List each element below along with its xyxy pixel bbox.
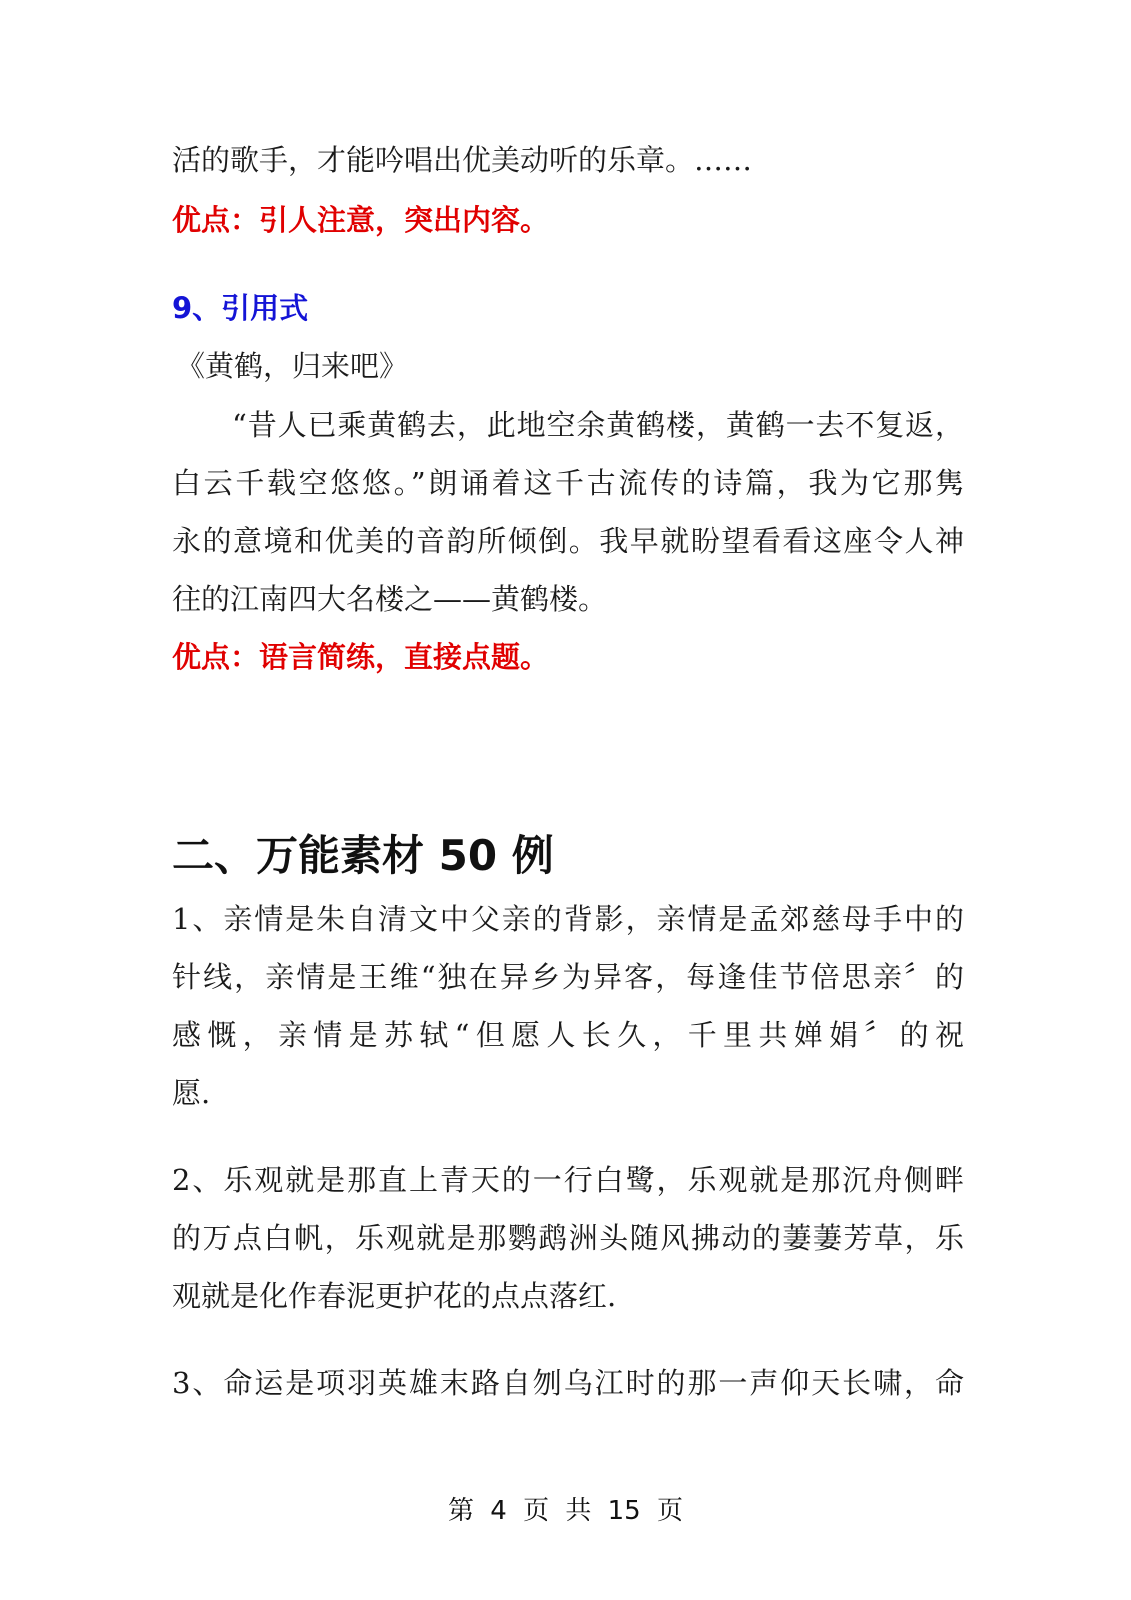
material-line: 2、乐观就是那直上青天的一行白鹭，乐观就是那沉舟侧畔: [172, 1163, 964, 1197]
material-line: 针线，亲情是王维“独在异乡为异客，每逢佳节倍思亲〞的: [172, 960, 964, 994]
material-line: 1、亲情是朱自清文中父亲的背影，亲情是孟郊慈母手中的: [172, 902, 964, 936]
merit-note: 优点：引人注意，突出内容。: [172, 203, 550, 237]
merit-note: 优点：语言简练，直接点题。: [172, 640, 550, 674]
material-line: 的万点白帆，乐观就是那鹦鹉洲头随风拂动的萋萋芳草，乐: [172, 1221, 964, 1255]
page-number: 第 4 页 共 15 页: [448, 1496, 683, 1526]
paragraph-line: 往的江南四大名楼之——黄鹤楼。: [172, 582, 608, 616]
material-line: 3、命运是项羽英雄末路自刎乌江时的那一声仰天长啸，命: [172, 1366, 964, 1400]
essay-title: 《黄鹤，归来吧》: [176, 349, 409, 383]
section-heading: 9、引用式: [172, 291, 309, 325]
chapter-heading: 二、万能素材 50 例: [172, 831, 554, 880]
paragraph-line: “昔人已乘黄鹤去，此地空余黄鹤楼，黄鹤一去不复返，: [232, 408, 964, 442]
paragraph-line: 永的意境和优美的音韵所倾倒。我早就盼望看看这座令人神: [172, 524, 964, 558]
paragraph-line: 白云千载空悠悠。”朗诵着这千古流传的诗篇，我为它那隽: [172, 466, 964, 500]
material-line: 感慨，亲情是苏轼“但愿人长久，千里共婵娟〞的祝: [172, 1018, 964, 1052]
material-line: 愿.: [172, 1076, 211, 1110]
material-line: 观就是化作春泥更护花的点点落红.: [172, 1279, 617, 1313]
continuation-text: 活的歌手，才能吟唱出优美动听的乐章。……: [172, 143, 753, 177]
